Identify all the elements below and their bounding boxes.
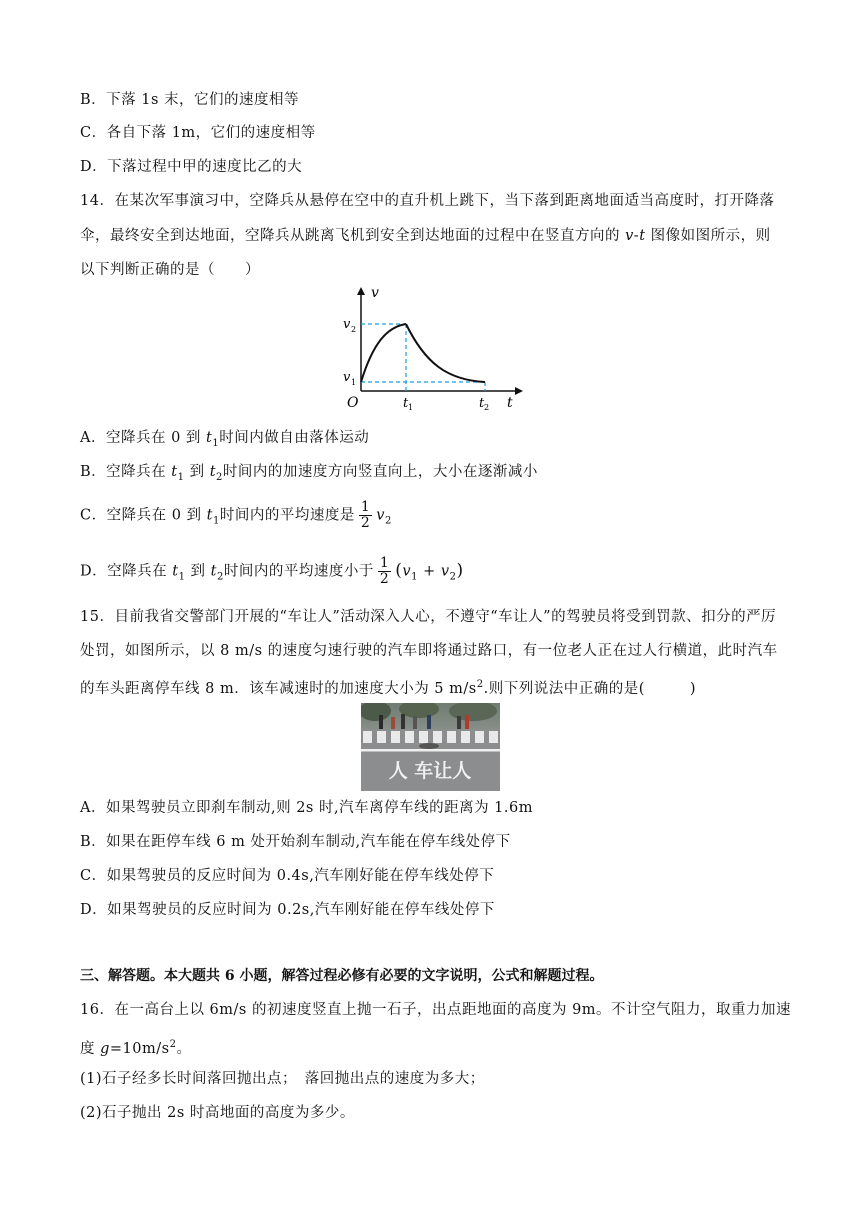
t2-label-sub: 2 bbox=[484, 403, 490, 412]
v1-label: v bbox=[343, 370, 351, 385]
t2-label: t bbox=[479, 396, 485, 411]
section3-heading: 三、解答题。本大题共 6 小题，解答过程必修有必要的文字说明，公式和解题过程。 bbox=[80, 968, 604, 984]
vt-curve-rise bbox=[361, 324, 406, 382]
vt-curve-decay bbox=[406, 324, 485, 382]
q16-subquestion-2: (2)石子抛出 2s 时高地面的高度为多少。 bbox=[80, 1105, 355, 1121]
q13-option-b: B．下落 1s 末，它们的速度相等 bbox=[80, 92, 300, 108]
q14-option-d: D．空降兵在 $t_1$ 到 $t_2$时间内的平均速度小于 $\frac{1}{2}$ $(v_1 + v_2)$ bbox=[80, 555, 464, 587]
crosswalk-photo bbox=[361, 703, 500, 791]
q15-option-d: D．如果驾驶员的反应时间为 0.2s,汽车刚好能在停车线处停下 bbox=[80, 902, 495, 918]
axis-label-t: t bbox=[507, 395, 513, 411]
fraction-one-half: $\frac{1}{2}$ bbox=[379, 555, 390, 587]
vt-graph bbox=[335, 283, 525, 413]
t-axis-arrow bbox=[515, 387, 523, 395]
v1-label-sub: 1 bbox=[351, 378, 357, 387]
q14-stem-line1: 14．在某次军事演习中，空降兵从悬停在空中的直升机上跳下，当下落到距离地面适当高度时，打开降落 bbox=[80, 193, 775, 209]
axis-label-v: v bbox=[371, 285, 379, 301]
q14-stem-line3: 以下判断正确的是（ ） bbox=[80, 262, 260, 278]
q16-stem-line2: 度 $g=10m/s^2$。 bbox=[80, 1039, 192, 1057]
v2-label-sub: 2 bbox=[351, 325, 357, 334]
fraction-one-half: $\frac{1}{2}$ bbox=[360, 499, 371, 531]
q14-stem-line2: 伞，最终安全到达地面，空降兵从跳离飞机到安全到达地面的过程中在竖直方向的 v-t 图像如图所示，则 bbox=[80, 228, 771, 244]
t1-label: t bbox=[403, 396, 409, 411]
origin-label: O bbox=[347, 395, 359, 411]
t1-label-sub: 1 bbox=[408, 403, 414, 412]
q14-option-b: B．空降兵在 $t_1$ 到 $t_2$时间内的加速度方向竖直向上，大小在逐渐减小 bbox=[80, 464, 538, 483]
q13-option-c: C．各自下落 1m，它们的速度相等 bbox=[80, 125, 316, 141]
q15-stem-line2: 处罚，如图所示，以 8 m/s 的速度匀速行驶的汽车即将通过路口，有一位老人正在过人行横道，此时汽车 bbox=[80, 643, 778, 659]
v2-label: v bbox=[343, 317, 351, 332]
q15-option-a: A．如果驾驶员立即刹车制动,则 2s 时,汽车离停车线的距离为 1.6m bbox=[80, 800, 533, 816]
q15-option-b: B．如果在距停车线 6 m 处开始刹车制动,汽车能在停车线处停下 bbox=[80, 834, 511, 850]
q14-option-c: C．空降兵在 0 到 $t_1$时间内的平均速度是 $\frac{1}{2}$ $v_2$ bbox=[80, 499, 392, 531]
q14-option-a: A．空降兵在 0 到 $t_1$时间内做自由落体运动 bbox=[80, 430, 370, 449]
q15-option-c: C．如果驾驶员的反应时间为 0.4s,汽车刚好能在停车线处停下 bbox=[80, 868, 495, 884]
road-marking-text: 人 车让人 bbox=[388, 760, 472, 782]
q13-option-d: D．下落过程中甲的速度比乙的大 bbox=[80, 159, 303, 175]
q16-subquestion-1: (1)石子经多长时间落回抛出点； 落回抛出点的速度为多大； bbox=[80, 1071, 485, 1087]
q15-stem-line1: 15．目前我省交警部门开展的“车让人”活动深入人心，不遵守“车让人”的驾驶员将受到罚款、扣分的严厉 bbox=[80, 609, 777, 625]
v-axis-arrow bbox=[357, 287, 365, 295]
q16-stem-line1: 16．在一高台上以 6m/s 的初速度竖直上抛一石子，出点距地面的高度为 9m。不计空气阻力，取重力加速 bbox=[80, 1002, 792, 1018]
q15-stem-line3: 的车头距离停车线 8 m．该车减速时的加速度大小为 5 $m/s^2$.则下列说法中正确的是( ) bbox=[80, 679, 697, 697]
